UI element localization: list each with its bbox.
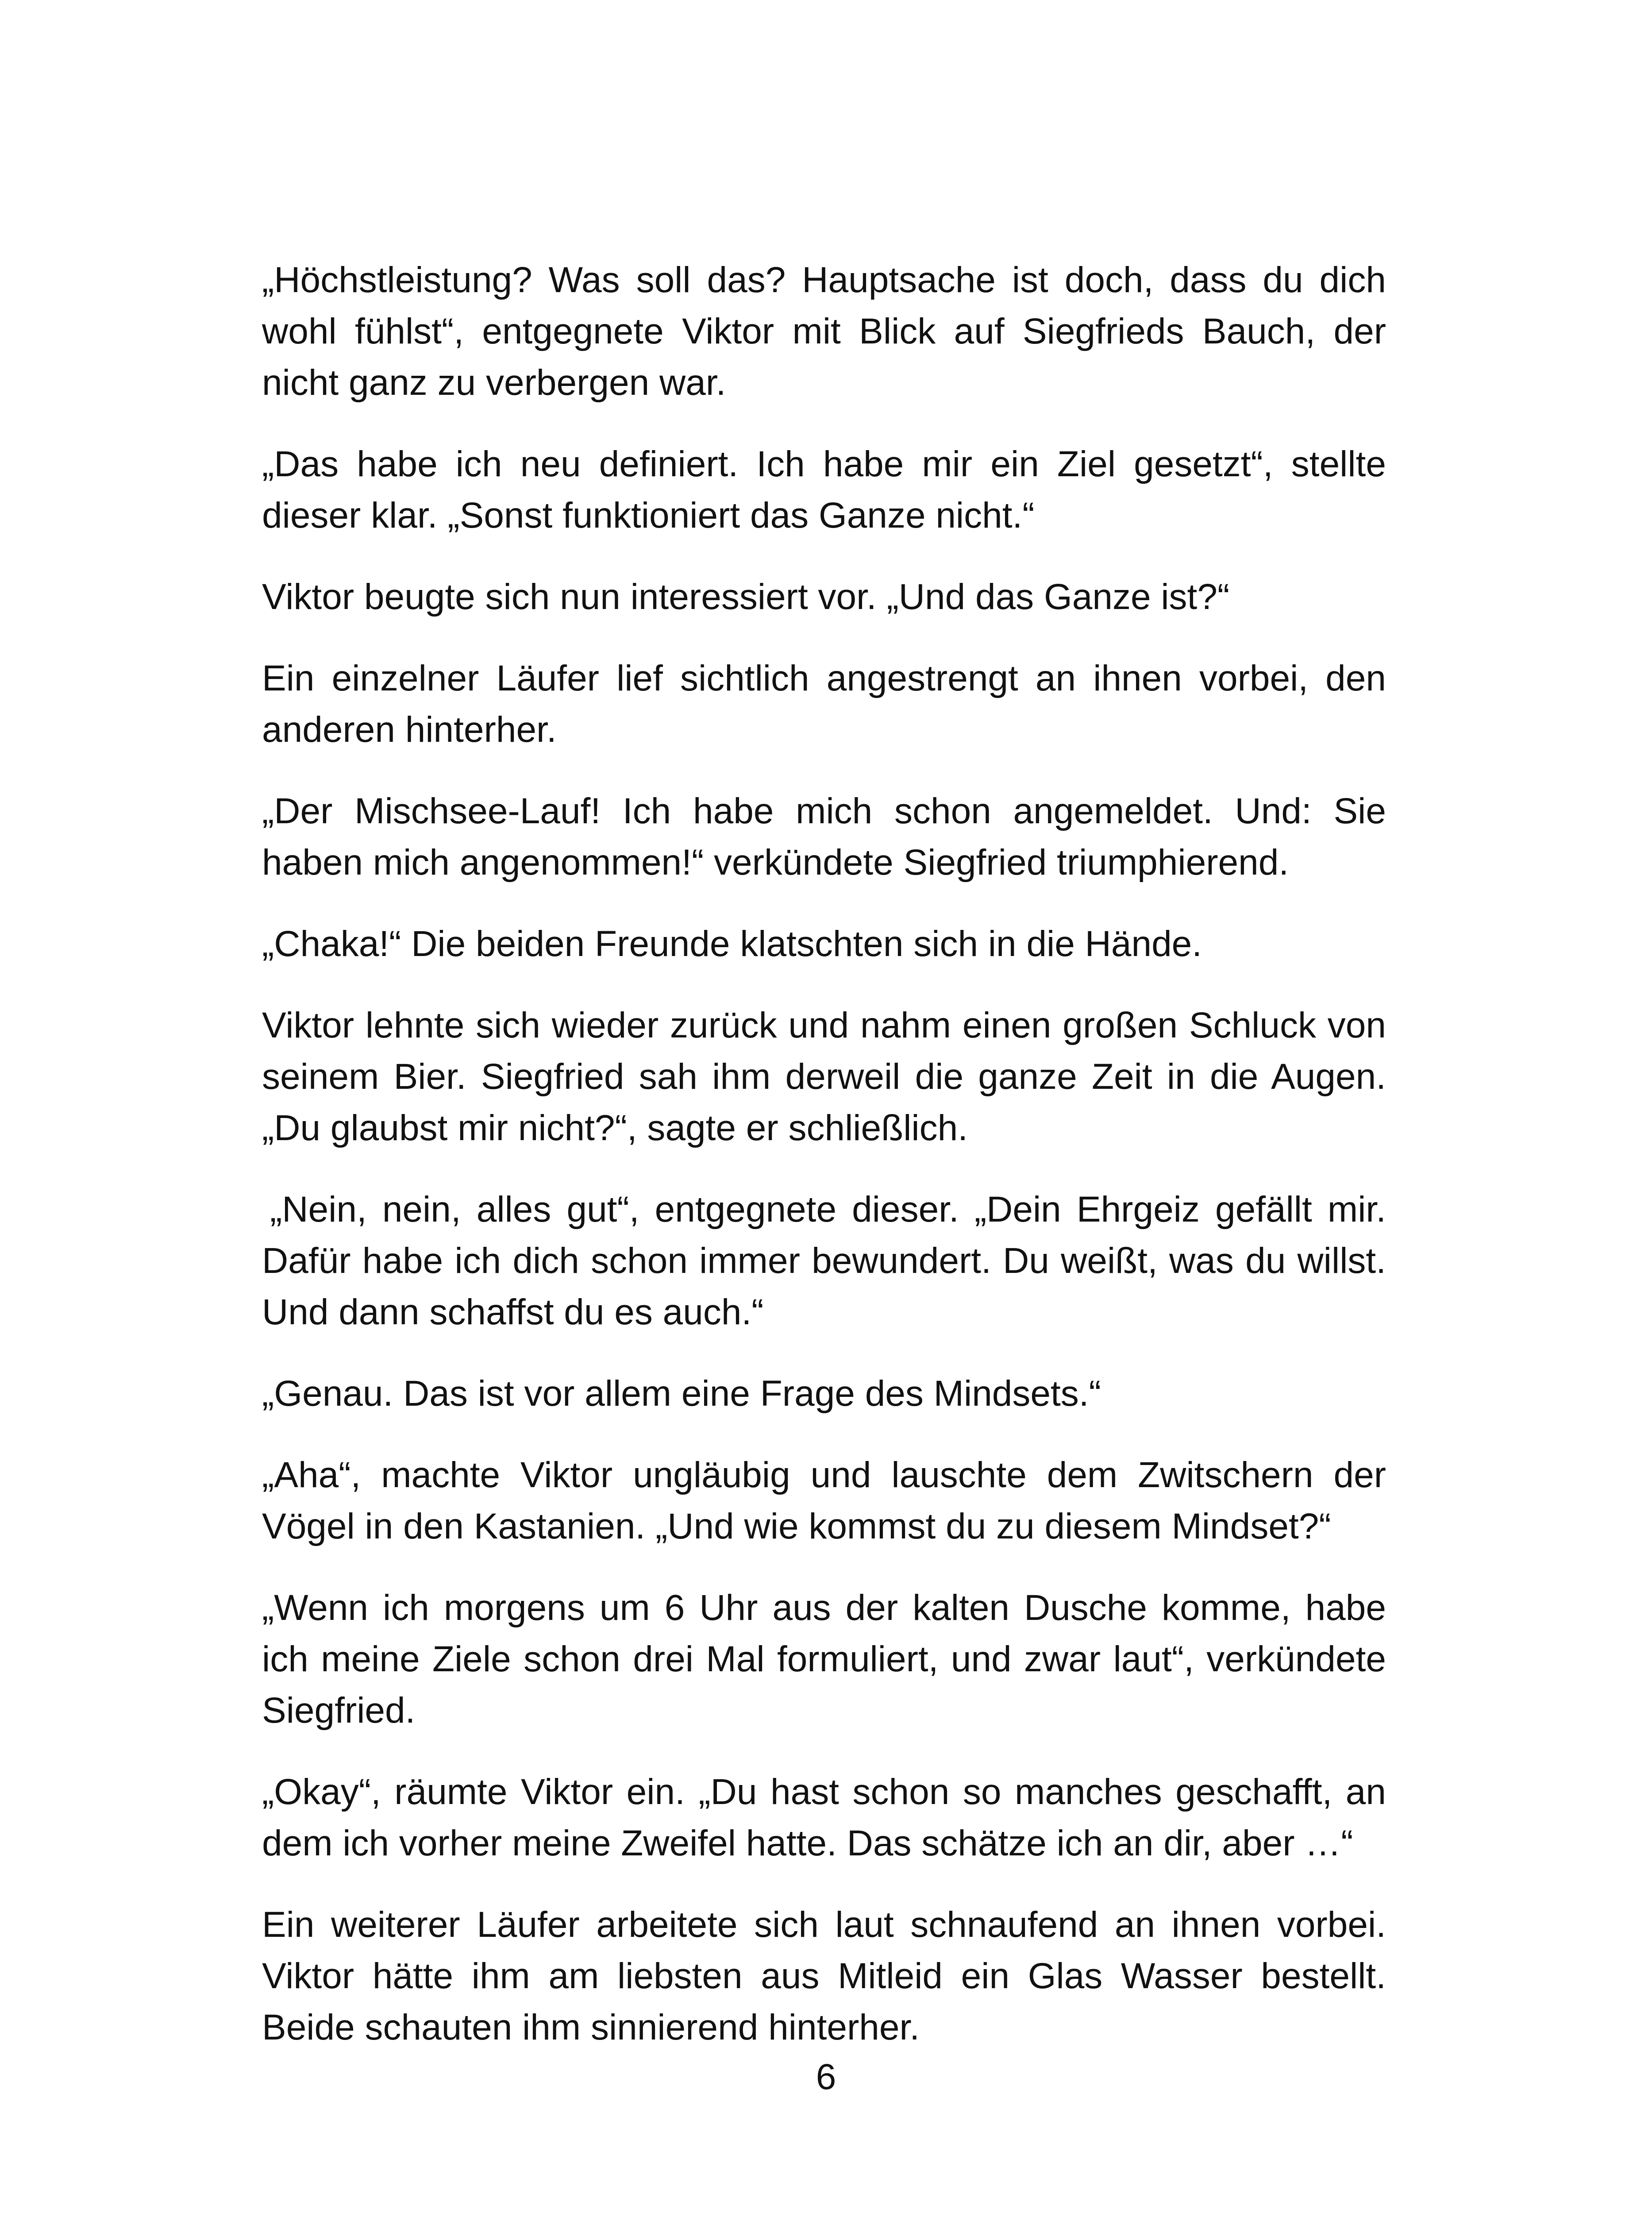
page-number: 6 <box>816 2057 836 2097</box>
body-text <box>262 254 1386 2083</box>
paragraph: „Höchstleistung? Was soll das? Hauptsache ist doch, dass du dich wohl fühlst“, entgegnete Viktor mit Blick auf Siegfrieds Bauch, der nicht ganz zu verbergen war. <box>262 260 1386 403</box>
paragraph: „Chaka!“ Die beiden Freunde klatschten sich in die Hände. <box>262 924 1202 964</box>
paragraph: Viktor beugte sich nun interessiert vor. „Und das Ganze ist?“ <box>262 577 1230 617</box>
paragraph: „Wenn ich morgens um 6 Uhr aus der kalten Dusche komme, habe ich meine Ziele schon drei Mal formuliert, und zwar laut“, verkündete Siegfried. <box>262 1588 1386 1731</box>
paragraph: „Nein, nein, alles gut“, entgegnete dieser. „Dein Ehrgeiz gefällt mir. Dafür habe ich dich schon immer bewundert. Du weißt, was du willst. Und dann schaffst du es auch.“ <box>262 1189 1386 1332</box>
paragraph: „Genau. Das ist vor allem eine Frage des Mindsets.“ <box>262 1373 1101 1414</box>
paragraph: „Aha“, machte Viktor ungläubig und lauschte dem Zwitschern der Vögel in den Kastanien. „Und wie kommst du zu diesem Mindset?“ <box>262 1455 1386 1546</box>
paragraph: „Der Mischsee-Lauf! Ich habe mich schon angemeldet. Und: Sie haben mich angenommen!“ verkündete Siegfried triumphierend. <box>262 791 1386 883</box>
paragraph: Ein einzelner Läufer lief sichtlich angestrengt an ihnen vorbei, den anderen hinterher. <box>262 658 1386 750</box>
paragraph: „Okay“, räumte Viktor ein. „Du hast schon so manches geschafft, an dem ich vorher meine Zweifel hatte. Das schätze ich an dir, aber …“ <box>262 1772 1386 1863</box>
paragraph: Viktor lehnte sich wieder zurück und nahm einen großen Schluck von seinem Bier. Siegfried sah ihm derweil die ganze Zeit in die Augen. „Du glaubst mir nicht?“, sagte er schließlich. <box>262 1005 1386 1148</box>
paragraph: Ein weiterer Läufer arbeitete sich laut schnaufend an ihnen vorbei. Viktor hätte ihm am liebsten aus Mitleid ein Glas Wasser bestellt. Beide schauten ihm sinnierend hinterher. <box>262 1905 1386 2047</box>
paragraph: „Das habe ich neu definiert. Ich habe mir ein Ziel gesetzt“, stellte dieser klar. „Sonst funktioniert das Ganze nicht.“ <box>262 444 1386 536</box>
